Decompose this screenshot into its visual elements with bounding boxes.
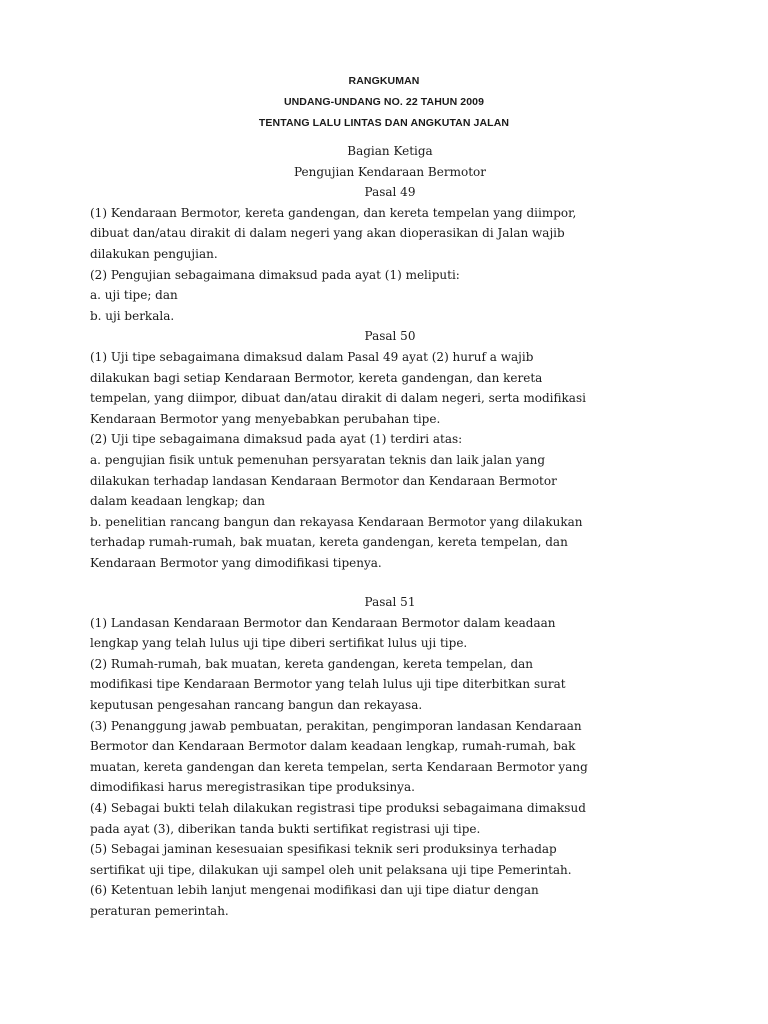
pasal-51-line: modifikasi tipe Kendaraan Bermotor yang telah lulus uji tipe diterbitkan surat [90, 677, 566, 692]
pasal-49-line: dibuat dan/atau dirakit di dalam negeri yang akan dioperasikan di Jalan wajib [90, 226, 565, 241]
pasal-51-line: sertifikat uji tipe, dilakukan uji sampel oleh unit pelaksana uji tipe Pemerintah. [90, 862, 572, 877]
doc-law-number: UNDANG-UNDANG NO. 22 TAHUN 2009 [283, 96, 485, 108]
pasal-50-line: dilakukan terhadap landasan Kendaraan Bermotor dan Kendaraan Bermotor [90, 473, 557, 488]
doc-law-subject: TENTANG LALU LINTAS DAN ANGKUTAN JALAN [258, 117, 510, 129]
section-part: Bagian Ketiga [347, 144, 433, 158]
pasal-50-line: (1) Uji tipe sebagaimana dimaksud dalam Pasal 49 ayat (2) huruf a wajib [90, 349, 534, 364]
pasal-50-line: Kendaraan Bermotor yang dimodifikasi tipenya. [90, 555, 382, 570]
pasal-51-line: peraturan pemerintah. [90, 903, 229, 918]
section-title: Pengujian Kendaraan Bermotor [294, 164, 486, 179]
pasal-51-line: keputusan pengesahan rancang bangun dan rekayasa. [90, 697, 423, 712]
pasal-50-line: tempelan, yang diimpor, dibuat dan/atau dirakit di dalam negeri, serta modifikasi [90, 391, 586, 406]
pasal-49-line: dilakukan pengujian. [90, 246, 218, 261]
pasal-49-line: (1) Kendaraan Bermotor, kereta gandengan, dan kereta tempelan yang diimpor, [90, 205, 577, 220]
pasal-49-heading: Pasal 49 [364, 185, 416, 200]
pasal-49-line: b. uji berkala. [90, 308, 175, 323]
pasal-51-line: (1) Landasan Kendaraan Bermotor dan Kendaraan Bermotor dalam keadaan [90, 615, 556, 630]
pasal-50-line: Kendaraan Bermotor yang menyebabkan perubahan tipe. [90, 411, 441, 426]
pasal-50-line: dalam keadaan lengkap; dan [90, 494, 265, 509]
pasal-51-line: (3) Penanggung jawab pembuatan, perakitan, pengimporan landasan Kendaraan [90, 718, 582, 733]
pasal-51-line: (5) Sebagai jaminan kesesuaian spesifikasi teknik seri produksinya terhadap [90, 842, 557, 857]
pasal-50-line: terhadap rumah-rumah, bak muatan, kereta gandengan, kereta tempelan, dan [90, 535, 568, 550]
pasal-49-line: (2) Pengujian sebagaimana dimaksud pada ayat (1) meliputi: [90, 267, 460, 282]
body-lower [90, 592, 690, 922]
pasal-50-heading: Pasal 50 [364, 329, 416, 344]
pasal-50-line: dilakukan bagi setiap Kendaraan Bermotor, kereta gandengan, dan kereta [90, 370, 543, 385]
pasal-50-line: a. pengujian fisik untuk pemenuhan persyaratan teknis dan laik jalan yang [90, 452, 546, 467]
pasal-51-line: Bermotor dan Kendaraan Bermotor dalam keadaan lengkap, rumah-rumah, bak [90, 739, 576, 754]
pasal-51-line: lengkap yang telah lulus uji tipe diberi sertifikat lulus uji tipe. [90, 636, 468, 651]
pasal-51-line: muatan, kereta gandengan dan kereta tempelan, serta Kendaraan Bermotor yang [90, 759, 588, 774]
pasal-51-line: dimodifikasi harus meregistrasikan tipe produksinya. [90, 780, 415, 795]
pasal-51-line: (2) Rumah-rumah, bak muatan, kereta gandengan, kereta tempelan, dan [90, 656, 534, 671]
pasal-51-line: pada ayat (3), diberikan tanda bukti sertifikat registrasi uji tipe. [90, 821, 481, 836]
pasal-49-line: a. uji tipe; dan [90, 288, 178, 303]
pasal-51-heading: Pasal 51 [364, 595, 416, 609]
pasal-51-line: (6) Ketentuan lebih lanjut mengenai modifikasi dan uji tipe diatur dengan [90, 883, 539, 898]
body-upper [90, 141, 690, 573]
pasal-51-line: (4) Sebagai bukti telah dilakukan registrasi tipe produksi sebagaimana dimaksud [90, 800, 586, 815]
pasal-50-line: (2) Uji tipe sebagaimana dimaksud pada ayat (1) terdiri atas: [90, 432, 463, 447]
doc-title: RANGKUMAN [348, 75, 420, 87]
pasal-50-line: b. penelitian rancang bangun dan rekayasa Kendaraan Bermotor yang dilakukan [90, 514, 583, 529]
